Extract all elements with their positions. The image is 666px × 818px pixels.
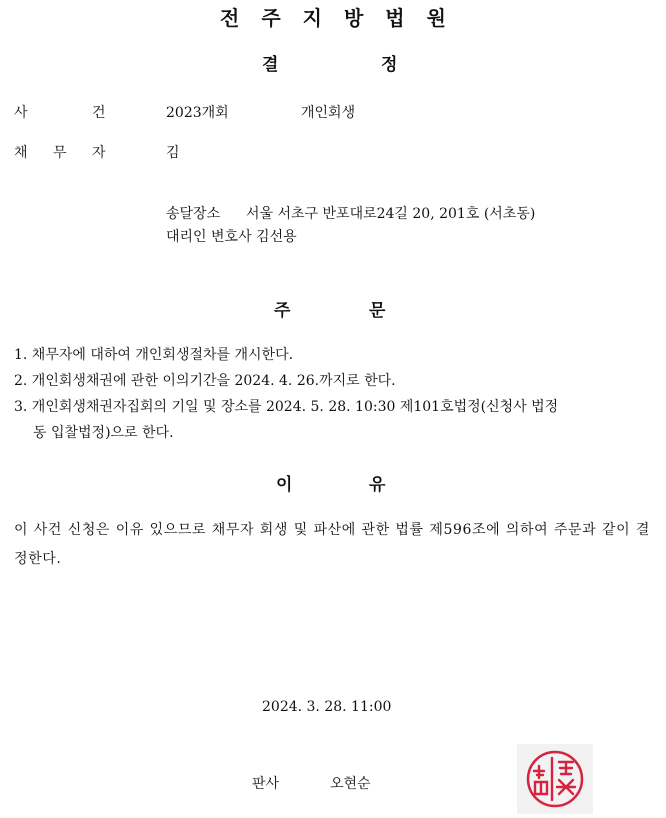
debtor-label-char-2: 무 (53, 145, 67, 161)
debtor-label-char-3: 자 (92, 145, 106, 161)
case-label-char-2: 건 (92, 105, 106, 121)
order-item-3: 3. 개인회생채권자집회의 기일 및 장소를 2024. 5. 28. 10:30 제101호법정(신청사 법정 (14, 399, 559, 415)
debtor-name: 김 (166, 145, 180, 161)
reason-text: 이 사건 신청은 이유 있으므로 채무자 회생 및 파산에 관한 법률 제596조에 의하여 주문과 같이 결정한다. (14, 522, 650, 567)
judge-name: 오현순 (330, 776, 371, 792)
service-address: 서울 서초구 반포대로24길 20, 201호 (서초동) (246, 206, 536, 222)
agent-lawyer: 대리인 변호사 김선용 (166, 229, 297, 245)
decision-date: 2024. 3. 28. 11:00 (262, 699, 392, 715)
seal-icon (517, 744, 593, 814)
order-heading-left: 주 (274, 301, 291, 321)
judge-label: 판사 (252, 776, 280, 792)
doc-type-left: 결 (262, 55, 279, 75)
debtor-label-char-1: 채 (14, 145, 28, 161)
doc-type-right: 정 (381, 55, 398, 75)
reason-heading-left: 이 (276, 475, 293, 495)
order-heading-right: 문 (369, 301, 386, 321)
reason-heading-right: 유 (369, 475, 386, 495)
order-item-3-continued: 동 입찰법정)으로 한다. (33, 425, 174, 441)
judge-seal (517, 744, 593, 814)
case-number: 2023개회 (166, 105, 229, 121)
order-item-1: 1. 채무자에 대하여 개인회생절차를 개시한다. (14, 347, 294, 363)
court-name: 전주지방법원 (220, 6, 468, 30)
case-label-char-1: 사 (14, 105, 28, 121)
order-item-2: 2. 개인회생채권에 관한 이의기간을 2024. 4. 26.까지로 한다. (14, 373, 396, 389)
service-address-label: 송달장소 (166, 206, 221, 222)
case-name: 개인회생 (301, 105, 356, 121)
